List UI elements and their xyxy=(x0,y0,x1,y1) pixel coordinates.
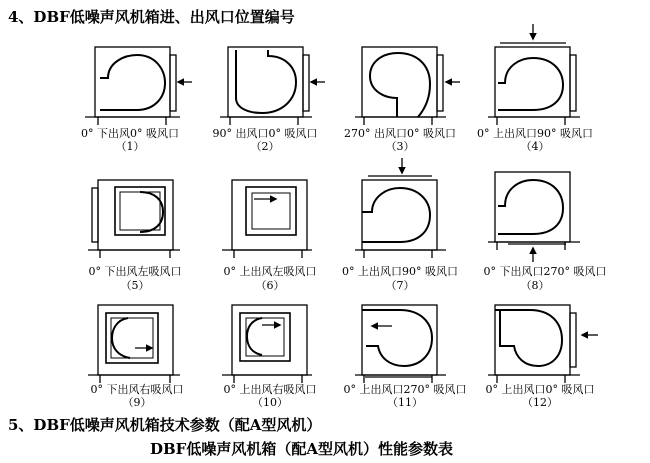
diagram-9-number: （9） xyxy=(122,396,152,409)
diagram-7-caption: 0° 上出风口90° 吸风口 xyxy=(342,265,458,278)
diagram-6-caption: 0° 上出风左吸风口 xyxy=(223,265,317,278)
diagram-7-number: （7） xyxy=(385,279,415,292)
section-5-heading: 5、DBF低噪声风机箱技术参数（配A型风机） xyxy=(8,416,322,434)
diagram-5-number: （5） xyxy=(120,279,150,292)
diagram-6 xyxy=(222,180,312,258)
diagram-2 xyxy=(220,47,325,125)
diagram-4-number: （4） xyxy=(520,140,550,153)
diagram-1-caption: 0° 下出风0° 吸风口 xyxy=(81,127,179,140)
diagram-9-caption: 0° 下出风右吸风口 xyxy=(90,383,184,396)
diagram-2-number: （2） xyxy=(250,140,280,153)
diagram-7 xyxy=(355,158,446,258)
diagram-11-caption: 0° 上出风口270° 吸风口 xyxy=(343,383,467,396)
diagram-5 xyxy=(88,180,180,258)
diagram-11 xyxy=(355,305,446,383)
diagram-10-caption: 0° 上出风右吸风口 xyxy=(223,383,317,396)
diagram-12-caption: 0° 上出风口0° 吸风口 xyxy=(485,383,595,396)
diagram-3 xyxy=(355,47,460,125)
diagram-10 xyxy=(222,305,312,383)
section-4-heading: 4、DBF低噪声风机箱进、出风口位置编号 xyxy=(8,8,295,26)
diagram-11-number: （11） xyxy=(387,396,423,409)
diagram-3-caption: 270° 出风口0° 吸风口 xyxy=(344,127,456,140)
diagram-12 xyxy=(488,305,598,383)
diagram-6-number: （6） xyxy=(255,279,285,292)
diagram-2-caption: 90° 出风口0° 吸风口 xyxy=(212,127,318,140)
performance-table-title: DBF低噪声风机箱（配A型风机）性能参数表 xyxy=(150,440,453,458)
diagram-1 xyxy=(85,47,192,125)
diagram-8-number: （8） xyxy=(520,279,550,292)
diagram-10-number: （10） xyxy=(252,396,288,409)
diagram-4-caption: 0° 上出风口90° 吸风口 xyxy=(477,127,593,140)
diagram-8 xyxy=(488,172,580,262)
diagram-9 xyxy=(88,305,180,383)
diagram-3-number: （3） xyxy=(385,140,415,153)
diagram-8-caption: 0° 下出风口270° 吸风口 xyxy=(483,265,607,278)
diagram-12-number: （12） xyxy=(522,396,558,409)
diagram-4 xyxy=(488,24,580,125)
diagram-1-number: （1） xyxy=(115,140,145,153)
diagram-5-caption: 0° 下出风左吸风口 xyxy=(88,265,182,278)
